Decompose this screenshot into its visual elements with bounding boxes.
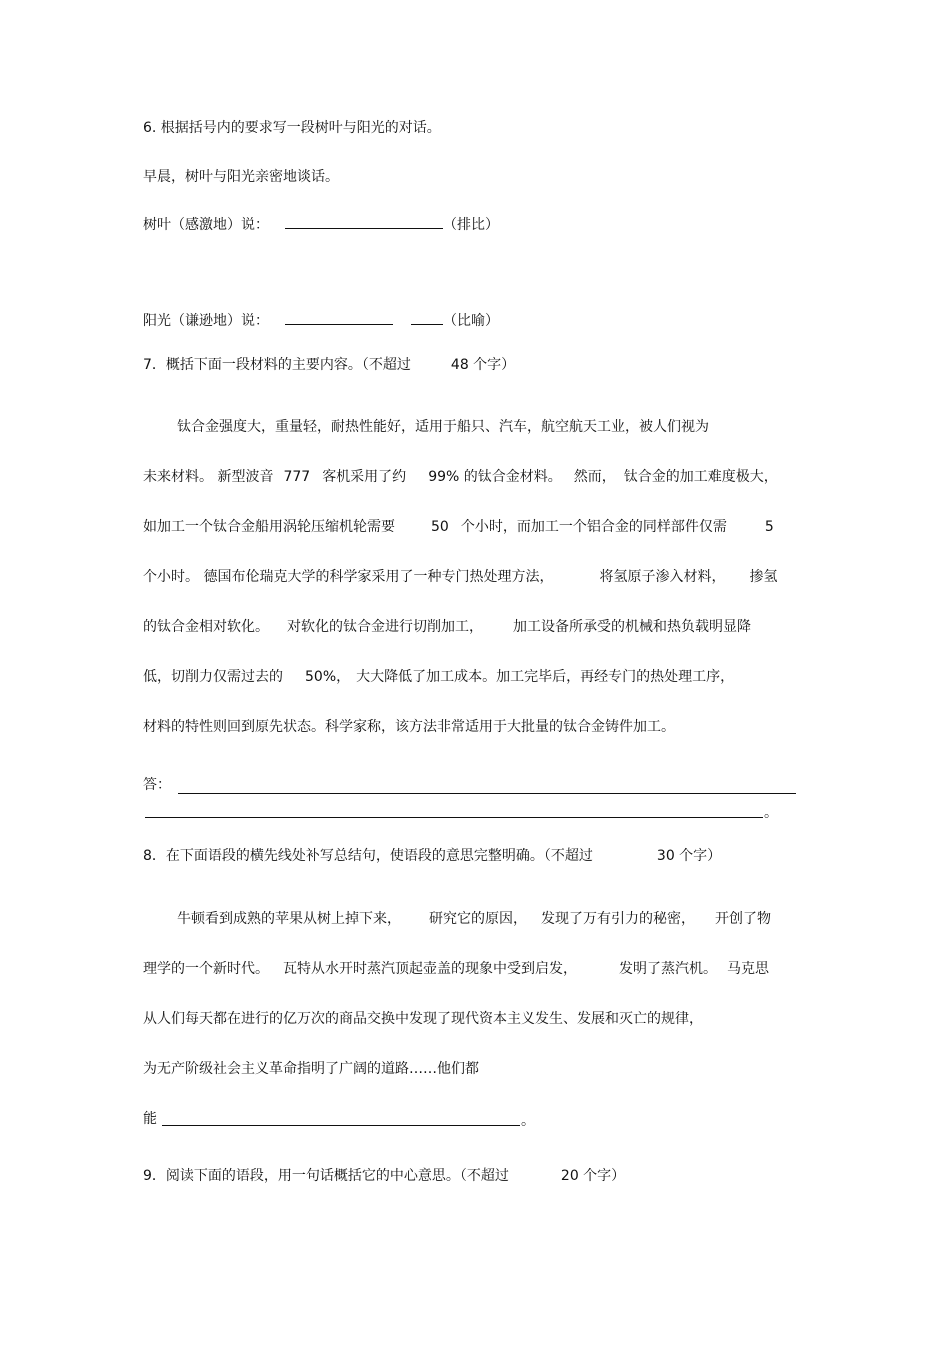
q7-p2-c: 客机采用了约 [322,469,407,485]
q8-p2-c: 发明了蒸汽机。 [619,961,717,977]
q7-para-line-6 [143,667,734,687]
q8-title-limit: 30 个字） [656,848,722,864]
q8-para-line-4: 为无产阶级社会主义革命指明了广阔的道路……他们都 [143,1061,479,1077]
q7-p2-b: 777 [283,469,311,485]
q7-para-line-7: 材料的特性则回到原先状态。科学家称，该方法非常适用于大批量的钛合金铸件加工。 [143,719,675,735]
q7-p2-a: 未来材料。 新型波音 [143,469,274,485]
q8-p1-d: 开创了物 [715,911,771,927]
q7-p6-c: 大大降低了加工成本。加工完毕后，再经专门的热处理工序， [356,669,735,685]
q7-para-line-4 [143,567,777,587]
q7-answer-line-1[interactable] [178,793,796,794]
q7-p3-c: 个小时，而加工一个铝合金的同样部件仅需 [460,519,727,535]
q8-answer-label: 能 [143,1111,157,1127]
q7-p2-e: 然而， [573,469,616,485]
q8-title-text: 8．在下面语段的横先线处补写总结句，使语段的意思完整明确。（不超过 [143,848,593,864]
q8-title [143,846,721,866]
q7-p3-b: 50 [431,519,449,535]
q6-intro: 早晨，树叶与阳光亲密地谈话。 [143,169,339,185]
q7-para-line-3 [143,517,774,537]
q7-p3-d: 5 [764,519,774,535]
q7-para-line-1: 钛合金强度大，重量轻，耐热性能好，适用于船只、汽车，航空航天工业，被人们视为 [177,419,709,435]
q6-sun-line [143,309,499,331]
q8-p2-d: 马克思 [727,961,769,977]
q7-answer-label: 答： [143,777,171,793]
q7-p5-a: 的钛合金相对软化。 [143,619,269,635]
q7-p6-b: 50%， [305,669,351,685]
q7-answer-end: 。 [764,805,778,821]
q7-p4-b: 将氢原子渗入材料， [599,569,726,585]
q7-title-limit: 48 个字） [450,357,516,373]
q8-para-line-2 [143,959,769,979]
q7-p5-b: 对软化的钛合金进行切削加工， [287,619,483,635]
q8-p1-c: 发现了万有引力的秘密， [541,911,695,927]
q6-sun-blank-2[interactable] [411,309,443,325]
q7-p6-a: 低，切削力仅需过去的 [143,669,283,685]
q6-leaf-prefix: 树叶（感激地）说： [143,217,269,233]
q9-title-text: 9．阅读下面的语段，用一句话概括它的中心意思。（不超过 [143,1168,509,1184]
q7-p3-a: 如加工一个钛合金船用涡轮压缩机轮需要 [143,519,395,535]
q8-p1-b: 研究它的原因， [429,911,527,927]
q9-title-limit: 20 个字） [560,1168,626,1184]
q6-leaf-blank[interactable] [285,213,443,229]
q6-sun-blank-1[interactable] [285,309,393,325]
q8-para-line-1 [177,909,771,929]
q8-p2-b: 瓦特从水开时蒸汽顶起壶盖的现象中受到启发， [283,961,577,977]
q7-answer-line-2[interactable] [145,817,763,818]
q7-p4-a: 个小时。 德国布伦瑞克大学的科学家采用了一种专门热处理方法， [143,569,554,585]
q6-leaf-line [143,213,499,235]
q6-sun-prefix: 阳光（谦逊地）说： [143,313,269,329]
q6-leaf-suffix: （排比） [443,217,499,233]
q7-p5-c: 加工设备所承受的机械和热负载明显降 [513,619,751,635]
q7-p2-f: 钛合金的加工难度极大， [623,469,778,485]
q7-title-text: 7．概括下面一段材料的主要内容。（不超过 [143,357,411,373]
q8-answer-end: 。 [521,1113,535,1129]
q7-para-line-2 [143,467,778,487]
q8-para-line-3: 从人们每天都在进行的亿万次的商品交换中发现了现代资本主义发生、发展和灭亡的规律， [143,1011,703,1027]
q6-sun-suffix: （比喻） [443,313,499,329]
q8-answer-line[interactable] [162,1125,520,1126]
q7-para-line-5 [143,617,751,637]
q8-p2-a: 理学的一个新时代。 [143,961,269,977]
q6-title: 6. 根据括号内的要求写一段树叶与阳光的对话。 [143,120,441,136]
q7-title [143,355,515,375]
q9-title [143,1166,625,1186]
q7-p4-c: 掺氢 [749,569,778,585]
q7-p2-d: 99% 的钛合金材料。 [428,469,562,485]
q8-p1-a: 牛顿看到成熟的苹果从树上掉下来， [177,911,401,927]
